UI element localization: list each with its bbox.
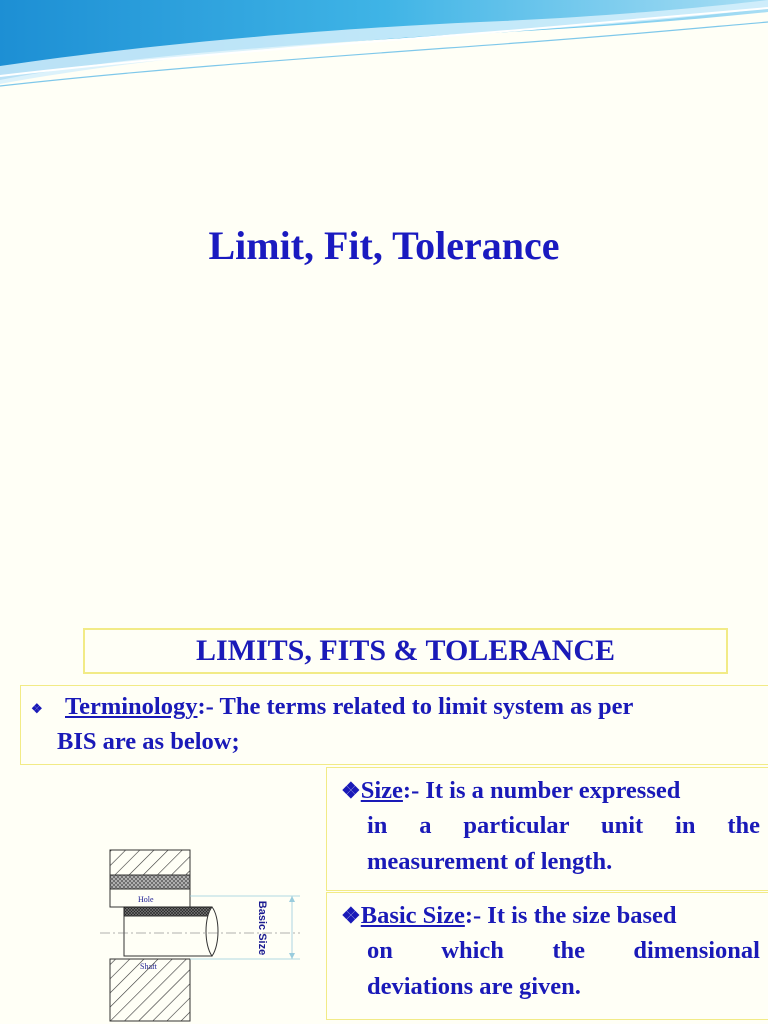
diamond-bullet-icon: ❖ [31, 701, 43, 716]
basic-size-definition-line-2: on which the dimensional [367, 937, 760, 964]
diamond-bullet-icon: ❖ [341, 778, 361, 803]
basic-size-definition-line-3: deviations are given. [367, 973, 581, 1000]
diamond-bullet-icon: ❖ [341, 903, 361, 928]
content-slide [0, 512, 768, 1024]
terminology-box [20, 685, 768, 765]
basic-size-definition-line-1 [341, 898, 760, 934]
hole-label: Hole [138, 895, 154, 904]
size-term: Size [360, 777, 403, 804]
terminology-line-2: BIS are as below; [57, 728, 240, 755]
terminology-text: :- The terms related to limit system as per [197, 693, 634, 720]
terminology-term: Terminology [65, 693, 198, 720]
hole-shaft-diagram [100, 847, 320, 1024]
basic-size-text: :- It is the size based [464, 902, 677, 929]
size-text: :- It is a number expressed [402, 777, 681, 804]
wave-header-decoration [0, 0, 768, 100]
size-definition-line-1 [341, 773, 760, 809]
section-heading: LIMITS, FITS & TOLERANCE [83, 628, 728, 674]
slide-title: Limit, Fit, Tolerance [208, 223, 560, 268]
basic-size-dimension-label: Basic Size [256, 900, 268, 956]
basic-size-definition-box [326, 892, 768, 1020]
size-definition-box [326, 767, 768, 891]
basic-size-term: Basic Size [360, 902, 465, 929]
size-definition-line-2: in a particular unit in the [367, 812, 760, 839]
terminology-line-1 [65, 689, 633, 724]
size-definition-line-3: measurement of length. [367, 848, 613, 875]
